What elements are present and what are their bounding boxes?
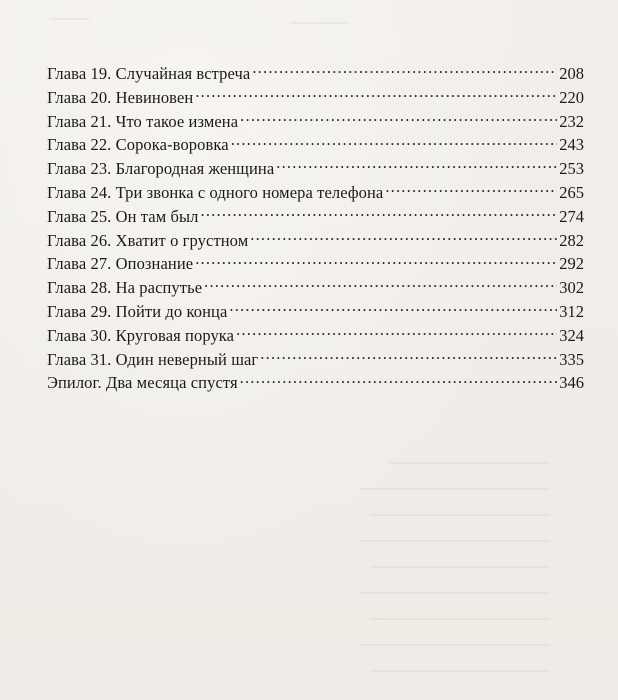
toc-entry-page: 265 xyxy=(559,182,584,202)
toc-dot-leader xyxy=(260,348,557,365)
toc-entry[interactable] xyxy=(47,133,584,157)
toc-dot-leader xyxy=(250,229,557,246)
toc-entry[interactable] xyxy=(47,348,584,372)
toc-dot-leader xyxy=(252,63,557,80)
table-of-contents xyxy=(47,62,584,395)
toc-entry-page: 274 xyxy=(559,206,584,226)
toc-entry-title: Глава 31. Один неверный шаг xyxy=(47,349,259,369)
toc-entry[interactable] xyxy=(47,324,584,348)
toc-entry-title: Глава 21. Что такое измена xyxy=(47,111,239,131)
toc-entry[interactable] xyxy=(47,86,584,110)
toc-entry-title: Глава 23. Благородная женщина xyxy=(47,159,275,179)
toc-entry-title: Глава 22. Сорока-воровка xyxy=(47,135,229,155)
toc-entry-page: 232 xyxy=(559,111,584,131)
toc-entry-page: 335 xyxy=(559,349,584,369)
toc-dot-leader xyxy=(204,277,557,294)
toc-entry[interactable] xyxy=(47,62,584,86)
toc-dot-leader xyxy=(229,300,557,317)
toc-entry-page: 282 xyxy=(559,230,584,250)
toc-entry[interactable] xyxy=(47,157,584,181)
toc-entry-title: Глава 19. Случайная встреча xyxy=(47,64,251,83)
toc-entry-title: Глава 27. Опознание xyxy=(47,254,194,274)
toc-dot-leader xyxy=(195,86,557,103)
toc-dot-leader xyxy=(195,253,557,270)
toc-dot-leader xyxy=(385,181,557,198)
toc-entry-page: 346 xyxy=(559,373,584,393)
toc-dot-leader xyxy=(236,324,557,341)
toc-entry[interactable] xyxy=(47,181,584,205)
toc-entry-page: 208 xyxy=(559,64,584,83)
toc-entry-page: 253 xyxy=(559,159,584,179)
toc-entry[interactable] xyxy=(47,205,584,229)
toc-entry[interactable] xyxy=(47,371,584,395)
toc-entry-title: Глава 20. Невиновен xyxy=(47,87,194,107)
toc-entry-page: 302 xyxy=(559,278,584,298)
toc-entry-title: Глава 28. На распутье xyxy=(47,278,203,298)
toc-dot-leader xyxy=(201,205,558,222)
toc-entry-title: Глава 30. Круговая порука xyxy=(47,325,235,345)
toc-entry[interactable] xyxy=(47,300,584,324)
toc-entry[interactable] xyxy=(47,229,584,253)
toc-dot-leader xyxy=(231,134,558,151)
toc-dot-leader xyxy=(240,372,558,389)
toc-entry-title: Глава 24. Три звонка с одного номера телефона xyxy=(47,182,384,202)
toc-entry-page: 243 xyxy=(559,135,584,155)
toc-entry-page: 220 xyxy=(559,87,584,107)
toc-entry-title: Глава 29. Пойти до конца xyxy=(47,301,228,321)
toc-entry-title: Глава 25. Он там был xyxy=(47,206,199,226)
toc-dot-leader xyxy=(240,110,557,127)
toc-entry[interactable] xyxy=(47,252,584,276)
toc-entry-title: Глава 26. Хватит о грустном xyxy=(47,230,249,250)
toc-entry-page: 292 xyxy=(559,254,584,274)
toc-entry-page: 312 xyxy=(559,301,584,321)
toc-entry[interactable] xyxy=(47,110,584,134)
toc-entry-page: 324 xyxy=(559,325,584,345)
toc-entry[interactable] xyxy=(47,276,584,300)
toc-entry-title: Эпилог. Два месяца спустя xyxy=(47,373,238,393)
toc-dot-leader xyxy=(276,158,557,175)
